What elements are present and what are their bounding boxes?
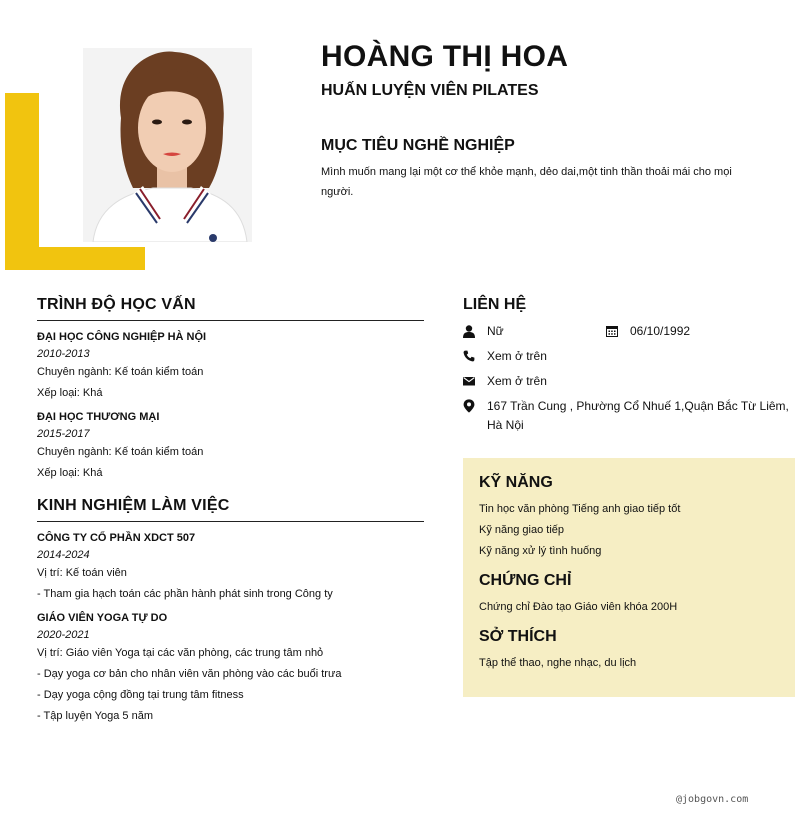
experience-entry xyxy=(37,532,424,602)
experience-line: - Tham gia hạch toán các phần hành phát sinh trong Công ty xyxy=(37,588,333,600)
education-entry xyxy=(37,411,424,481)
objective-heading: MỤC TIÊU NGHỀ NGHIỆP xyxy=(321,137,515,154)
candidate-name: HOÀNG THỊ HOA xyxy=(321,40,569,73)
accent-bar-vertical xyxy=(5,93,39,270)
hobbies-section xyxy=(479,628,779,671)
experience-line: - Dạy yoga cơ bản cho nhân viên văn phòng vào các buổi trưa xyxy=(37,668,342,680)
contact-row-address xyxy=(463,397,793,435)
work-period: 2020-2021 xyxy=(37,629,90,641)
phone-value: Xem ở trên xyxy=(487,349,547,363)
study-period: 2010-2013 xyxy=(37,348,90,360)
school-name: ĐẠI HỌC CÔNG NGHIỆP HÀ NỘI xyxy=(37,331,207,343)
contact-row-phone xyxy=(463,347,793,366)
contact-row-email xyxy=(463,372,793,391)
contact-heading: LIÊN HỆ xyxy=(463,296,527,313)
hobbies-heading: SỞ THÍCH xyxy=(479,628,557,645)
job-title: HUẤN LUYỆN VIÊN PILATES xyxy=(321,82,539,99)
skills-box xyxy=(463,458,795,697)
hobby-item: Tập thể thao, nghe nhạc, du lịch xyxy=(479,657,637,669)
gender-value: Nữ xyxy=(487,324,504,338)
work-period: 2014-2024 xyxy=(37,549,90,561)
experience-heading: KINH NGHIỆM LÀM VIỆC xyxy=(37,497,424,522)
company-name: CÔNG TY CỔ PHẦN XDCT 507 xyxy=(37,532,196,544)
skills-section xyxy=(479,474,779,559)
mail-icon xyxy=(463,374,475,388)
calendar-icon xyxy=(606,324,618,338)
person-icon xyxy=(463,324,475,338)
experience-line: Vị trí: Giáo viên Yoga tại các văn phòng, các trung tâm nhỏ xyxy=(37,647,324,659)
education-section xyxy=(37,296,424,481)
skill-item: Kỹ năng giao tiếp xyxy=(479,524,565,536)
skill-item: Tin học văn phòng Tiếng anh giao tiếp tốt xyxy=(479,503,681,515)
experience-entry xyxy=(37,612,424,724)
left-column xyxy=(37,296,424,729)
school-name: ĐẠI HỌC THƯƠNG MẠI xyxy=(37,411,160,423)
objective-text: Mình muốn mang lại một cơ thể khỏe mạnh, dẻo dai,một tinh thần thoải mái cho mọi người. xyxy=(321,166,732,198)
major: Chuyên ngành: Kế toán kiểm toán xyxy=(37,446,204,458)
education-entry xyxy=(37,331,424,401)
company-name: GIÁO VIÊN YOGA TỰ DO xyxy=(37,612,168,624)
education-heading: TRÌNH ĐỘ HỌC VẤN xyxy=(37,296,424,321)
email-value: Xem ở trên xyxy=(487,374,547,388)
address-value: 167 Trần Cung , Phường Cổ Nhuế 1,Quận Bắc Từ Liêm, Hà Nội xyxy=(487,399,789,432)
phone-icon xyxy=(463,349,475,363)
certificate-item: Chứng chỉ Đào tạo Giáo viên khóa 200H xyxy=(479,601,678,613)
watermark: @jobgovn.com xyxy=(676,794,749,805)
experience-line: Vị trí: Kế toán viên xyxy=(37,567,127,579)
major: Chuyên ngành: Kế toán kiểm toán xyxy=(37,366,204,378)
certificates-section xyxy=(479,572,779,615)
experience-line: - Tập luyện Yoga 5 năm xyxy=(37,710,153,722)
accent-bar-horizontal xyxy=(5,247,145,270)
contact-row-personal xyxy=(463,322,793,341)
skills-heading: KỸ NĂNG xyxy=(479,474,553,491)
experience-line: - Dạy yoga cộng đồng tại trung tâm fitness xyxy=(37,689,244,701)
skill-item: Kỹ năng xử lý tình huống xyxy=(479,545,602,557)
rank: Xếp loại: Khá xyxy=(37,467,103,479)
study-period: 2015-2017 xyxy=(37,428,90,440)
rank: Xếp loại: Khá xyxy=(37,387,103,399)
certificates-heading: CHỨNG CHỈ xyxy=(479,572,572,589)
location-pin-icon xyxy=(463,399,475,413)
experience-section xyxy=(37,497,424,724)
birthday-value: 06/10/1992 xyxy=(630,324,691,338)
profile-photo xyxy=(83,48,252,242)
birthday-item xyxy=(606,322,690,341)
contact-section xyxy=(463,296,793,441)
gender-item xyxy=(463,322,606,341)
